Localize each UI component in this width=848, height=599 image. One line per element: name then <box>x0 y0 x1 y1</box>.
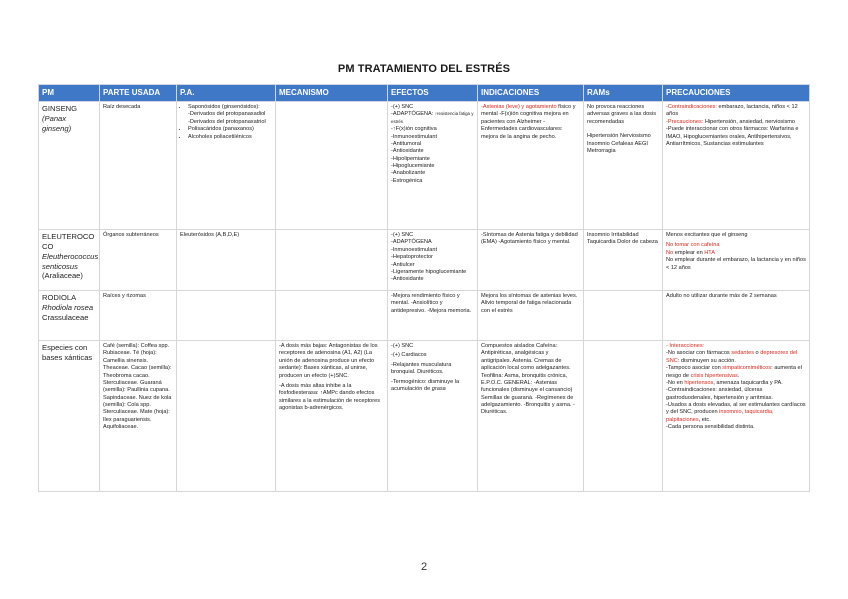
indicaciones-cell: Compuestos aislados Cafeína: Antipiréticas, analgésicas y antigripales. Astenia. Cremas de aplicación local como adelgazantes. Teofilina: Asma, bronquitis crónica, E.P.O.C. GENERAL: -Astenias funcionales (disminuye el cansancio) Semillas de guaraná. -Regímenes de adelgazamiento. -Bronquitis y asma. -Diuréticas. <box>478 341 584 492</box>
indicaciones-cell: -Síntomas de Astenia fatiga y debilidad (EMA) -Agotamiento físico y mental. <box>478 230 584 291</box>
mecanismo-cell: -A dosis más bajas: Antagonistas de los receptores de adenosina (A1, A2) (La unión de adenosina produce un efecto sedante): Bases xánticas, al unirse, producen un efecto (+)SNC. -A dosis más altas inhibe a la fosfodiesterasa: ↑AMPc dando efectos similares a la estimulación de receptores agonistas b-adrenérgicos. <box>276 341 388 492</box>
header-indicaciones: INDICACIONES <box>478 85 584 102</box>
parte-cell: Órganos subterráneos <box>100 230 177 291</box>
rams-cell: Insomnio Irritabilidad Taquicardia Dolor de cabeza <box>584 230 663 291</box>
indicaciones-cell: -Astenias (leve) y agotamiento físico y mental -F(x)ión cognitiva mejora en pacientes con Alzheimer -Enfermedades cardiovasculares: mejora de la angina de pecho. <box>478 102 584 230</box>
pa-cell: • Saponósidos (ginsenósidos): -Derivados del protopanaxadiol -Derivados del protopanaxatriol • Polisacáridos (panaxanos) • Alcoholes poliacetilénicos <box>177 102 276 230</box>
stress-treatment-table <box>38 84 810 492</box>
header-pa: P.A. <box>177 85 276 102</box>
efectos-cell: -(+) SNC -ADAPTÓGENA: ↑resistencia fatiga y estrés -↑F(x)ión cognitiva -Inmunoestimulant -Antitumoral -Antioxidante -Hipolipemiante -Hipoglucemiante -Anabolizante -Estrogénica <box>388 102 478 230</box>
parte-cell: Café (semilla): Coffea spp. Rubiaceae. Té (hoja): Camellia sinensis. Theaceae. Cacao (semilla): Theobroma cacao. Sterculiaceae. Guaraná (semilla): Paullinia cupana. Sapindaceae. Nuez de kola (semilla): Cola spp. Sterculiaceae. Mate (hoja): Ilex paraguariensis. Aquifoliaceae. <box>100 341 177 492</box>
pm-cell: ELEUTEROCOCO Eleutherococcus senticosus (Araliaceae) <box>39 230 100 291</box>
rams-cell: No provoca reacciones adversas graves a las dosis recomendadas Hipertensión Nerviosismo Insomnio Cefaleas AEGI Metrorragia <box>584 102 663 230</box>
parte-cell: Raíces y rizomas <box>100 291 177 341</box>
precauciones-cell: -Contraindicaciones: embarazo, lactancia, niños < 12 años -Precauciones: Hipertensión, ansiedad, nerviosismo -Puede interaccionar con otros fármacos: Warfarina e IMAO, Hipoglucemiantes orales, Antihipertensivos, Antiarrítmicos, Sustancias estimulantes <box>663 102 810 230</box>
header-rams: RAMs <box>584 85 663 102</box>
rams-cell <box>584 291 663 341</box>
precauciones-cell: - Interacciones: -No asociar con fármacos sedantes o depresores del SNC: disminuyen su acción. -Tampoco asociar con simpaticomiméticos: aumenta el riesgo de crisis hipertensivas. -No en hipertensos, amenaza taquicardia y PA. -Contraindicaciones: ansiedad, úlceras gastroduodenales, hipertensión y arritmias. -Usados a dosis elevadas, al ser estimulantes cardíacos y del SNC, producen insomnio, taquicardia, palpitaciones, etc. -Cada persona sensibilidad distinta. <box>663 341 810 492</box>
indicaciones-cell: Mejora los síntomas de astenias leves. Alivio temporal de fatiga relacionada con el estrés <box>478 291 584 341</box>
header-precauciones: PRECAUCIONES <box>663 85 810 102</box>
mecanismo-cell <box>276 230 388 291</box>
pa-cell <box>177 291 276 341</box>
table-row-rodiola <box>39 291 810 341</box>
pa-cell <box>177 341 276 492</box>
header-efectos: EFECTOS <box>388 85 478 102</box>
efectos-cell: -(+) SNC -ADAPTÓGENA -Inmunoestimulant -Hepatoprotector -Antiulcer -Ligeramente hipoglucemiante -Antioxidante <box>388 230 478 291</box>
header-parte-usada: PARTE USADA <box>100 85 177 102</box>
parte-cell: Raíz desecada <box>100 102 177 230</box>
precauciones-cell: Menos excitantes que el ginseng No tomar con cafeína No emplear en HTA No emplear durante el embarazo, la lactancia y en niños < 12 años <box>663 230 810 291</box>
page-number: 2 <box>420 561 428 573</box>
mecanismo-cell <box>276 291 388 341</box>
pa-cell: Eleuterósidos (A,B,D,E) <box>177 230 276 291</box>
table-row-ginseng <box>39 102 810 230</box>
page-title: PM TRATAMIENTO DEL ESTRÉS <box>337 63 511 75</box>
table-header-row <box>39 85 810 102</box>
mecanismo-cell <box>276 102 388 230</box>
header-mecanismo: MECANISMO <box>276 85 388 102</box>
pm-cell: Especies con bases xánticas <box>39 341 100 492</box>
efectos-cell: -Mejora rendimiento físico y mental. -Ansiolítico y antidepresivo. -Mejora memoria. <box>388 291 478 341</box>
pm-cell: GINSENG (Panax ginseng) <box>39 102 100 230</box>
header-pm: PM <box>39 85 100 102</box>
pm-cell: RODIOLA Rhodiola rosea Crassulaceae <box>39 291 100 341</box>
rams-cell <box>584 341 663 492</box>
efectos-cell: -(+) SNC -(+) Cardiacos -Relajantes musculatura bronquial. Diuréticos. -Termogénico: disminuye la acumulación de grasa <box>388 341 478 492</box>
table-row-eleuterococo <box>39 230 810 291</box>
table-row-bases-xanticas <box>39 341 810 492</box>
precauciones-cell: Adulto no utilizar durante más de 2 semanas <box>663 291 810 341</box>
